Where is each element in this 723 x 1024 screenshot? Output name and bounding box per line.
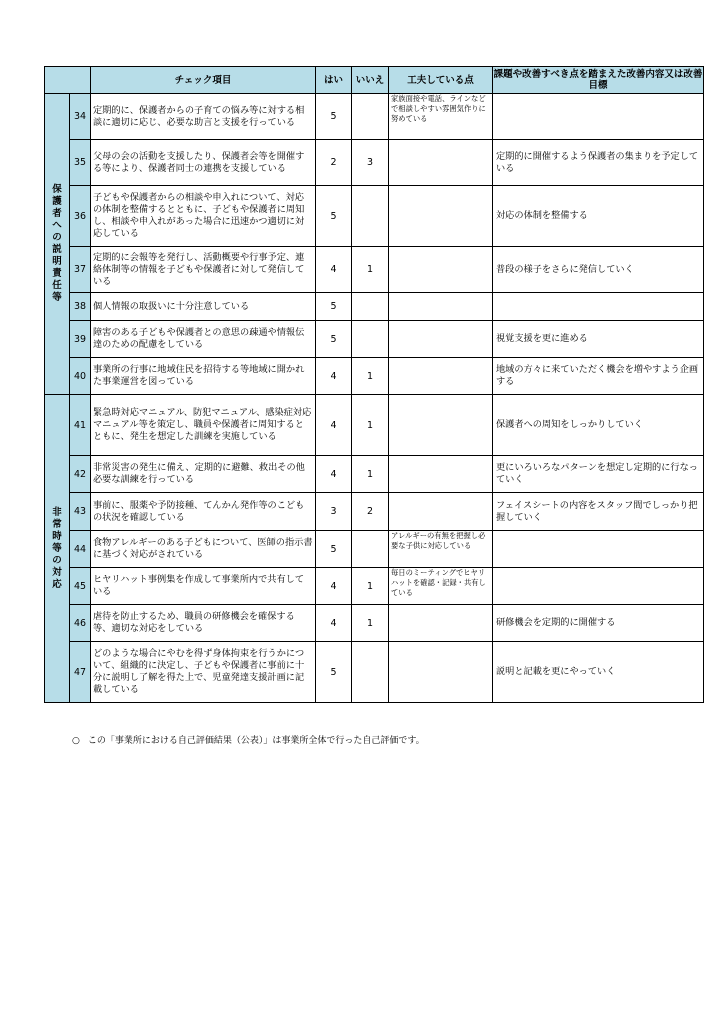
table-row <box>45 568 704 605</box>
yes-count: 4 <box>316 456 352 493</box>
kaizen-text: フェイスシートの内容をスタッフ間でしっかり把握していく <box>493 493 704 531</box>
check-item-text: どのような場合にやむを得ず身体拘束を行うかについて、組織的に決定し、子どもや保護者に事前に十分に説明し了解を得た上で、児童発達支援計画に記載している <box>91 642 316 703</box>
kaizen-text: 地域の方々に来ていただく機会を増やすよう企画する <box>493 358 704 395</box>
check-item-text: 個人情報の取扱いに十分注意している <box>91 293 316 321</box>
table-row <box>45 247 704 293</box>
check-item-text: 事前に、服薬や予防接種、てんかん発作等のこどもの状況を確認している <box>91 493 316 531</box>
row-number: 36 <box>70 186 91 247</box>
yes-count: 5 <box>316 531 352 568</box>
kaizen-text <box>493 293 704 321</box>
footnote-text: この「事業所における自己評価結果（公表）」は事業所全体で行った自己評価です。 <box>87 736 425 746</box>
yes-count: 4 <box>316 358 352 395</box>
yes-count: 4 <box>316 395 352 456</box>
kaizen-text: 更にいろいろなパターンを想定し定期的に行なっていく <box>493 456 704 493</box>
yes-count: 2 <box>316 140 352 186</box>
yes-count: 5 <box>316 94 352 140</box>
kaizen-text: 説明と記載を更にやっていく <box>493 642 704 703</box>
header-no: いいえ <box>352 67 389 94</box>
kaizen-text: 対応の体制を整備する <box>493 186 704 247</box>
category-cell <box>45 94 70 395</box>
yes-count: 5 <box>316 642 352 703</box>
check-item-text: 非常災害の発生に備え、定期的に避難、救出その他必要な訓練を行っている <box>91 456 316 493</box>
table-row <box>45 94 704 140</box>
table-row <box>45 456 704 493</box>
kaizen-text <box>493 531 704 568</box>
row-number: 46 <box>70 605 91 642</box>
header-check-item: チェック項目 <box>91 67 316 94</box>
no-count: 2 <box>352 493 389 531</box>
no-count <box>352 321 389 358</box>
footnote <box>72 735 425 747</box>
category-label: 保護者への説明責任等 <box>52 184 62 303</box>
kufu-text <box>389 605 493 642</box>
row-number: 43 <box>70 493 91 531</box>
table-row <box>45 642 704 703</box>
header-row <box>45 67 704 94</box>
check-item-text: 虐待を防止するため、職員の研修機会を確保する等、適切な対応をしている <box>91 605 316 642</box>
check-item-text: 子どもや保護者からの相談や申入れについて、対応の体制を整備するとともに、子どもや保護者に周知し、相談や申入れがあった場合に迅速かつ適切に対応している <box>91 186 316 247</box>
no-count <box>352 94 389 140</box>
table-row <box>45 605 704 642</box>
check-item-text: 父母の会の活動を支援したり、保護者会等を開催する等により、保護者同士の連携を支援している <box>91 140 316 186</box>
check-item-text: 定期的に会報等を発行し、活動概要や行事予定、連絡体制等の情報を子どもや保護者に対して発信している <box>91 247 316 293</box>
kaizen-text: 普段の様子をさらに発信していく <box>493 247 704 293</box>
yes-count: 4 <box>316 568 352 605</box>
kaizen-text: 保護者への周知をしっかりしていく <box>493 395 704 456</box>
table-row <box>45 140 704 186</box>
kufu-text <box>389 395 493 456</box>
check-item-text: 緊急時対応マニュアル、防犯マニュアル、感染症対応マニュアル等を策定し、職員や保護者に周知するとともに、発生を想定した訓練を実施している <box>91 395 316 456</box>
no-count: 1 <box>352 395 389 456</box>
table-row <box>45 358 704 395</box>
no-count <box>352 531 389 568</box>
no-count <box>352 293 389 321</box>
kaizen-text: 視覚支援を更に進める <box>493 321 704 358</box>
table-row <box>45 493 704 531</box>
no-count: 1 <box>352 605 389 642</box>
yes-count: 4 <box>316 605 352 642</box>
table-row <box>45 293 704 321</box>
kufu-text: アレルギーの有無を把握し必要な子供に対応している <box>389 531 493 568</box>
kufu-text: 毎日のミーティングでヒヤリハットを確認・記録・共有している <box>389 568 493 605</box>
category-cell <box>45 395 70 703</box>
kaizen-text <box>493 94 704 140</box>
header-yes: はい <box>316 67 352 94</box>
no-count: 3 <box>352 140 389 186</box>
kufu-text <box>389 321 493 358</box>
table-row <box>45 321 704 358</box>
row-number: 38 <box>70 293 91 321</box>
circle-bullet-icon: ○ <box>72 736 80 746</box>
row-number: 47 <box>70 642 91 703</box>
kaizen-text: 定期的に開催するよう保護者の集まりを予定している <box>493 140 704 186</box>
check-item-text: 事業所の行事に地域住民を招待する等地域に開かれた事業運営を図っている <box>91 358 316 395</box>
yes-count: 3 <box>316 493 352 531</box>
yes-count: 4 <box>316 247 352 293</box>
kufu-text <box>389 293 493 321</box>
kufu-text <box>389 358 493 395</box>
no-count: 1 <box>352 247 389 293</box>
row-number: 37 <box>70 247 91 293</box>
kufu-text <box>389 642 493 703</box>
category-label: 非常時等の対応 <box>52 506 62 590</box>
table-row <box>45 395 704 456</box>
row-number: 41 <box>70 395 91 456</box>
no-count: 1 <box>352 456 389 493</box>
no-count: 1 <box>352 358 389 395</box>
header-blank <box>45 67 91 94</box>
kufu-text <box>389 493 493 531</box>
row-number: 45 <box>70 568 91 605</box>
row-number: 34 <box>70 94 91 140</box>
no-count <box>352 186 389 247</box>
kufu-text <box>389 247 493 293</box>
kufu-text: 家族面接や電話、ラインなどで相談しやすい雰囲気作りに努めている <box>389 94 493 140</box>
header-kufu: 工夫している点 <box>389 67 493 94</box>
check-item-text: 食物アレルギーのある子どもについて、医師の指示書に基づく対応がされている <box>91 531 316 568</box>
table-row <box>45 186 704 247</box>
row-number: 40 <box>70 358 91 395</box>
yes-count: 5 <box>316 293 352 321</box>
row-number: 42 <box>70 456 91 493</box>
kaizen-text: 研修機会を定期的に開催する <box>493 605 704 642</box>
header-kaizen: 課題や改善すべき点を踏まえた改善内容又は改善目標 <box>493 67 704 94</box>
kaizen-text <box>493 568 704 605</box>
yes-count: 5 <box>316 321 352 358</box>
no-count <box>352 642 389 703</box>
no-count: 1 <box>352 568 389 605</box>
row-number: 44 <box>70 531 91 568</box>
table-row <box>45 531 704 568</box>
kufu-text <box>389 186 493 247</box>
kufu-text <box>389 140 493 186</box>
row-number: 35 <box>70 140 91 186</box>
kufu-text <box>389 456 493 493</box>
check-item-text: ヒヤリハット事例集を作成して事業所内で共有している <box>91 568 316 605</box>
self-evaluation-table <box>44 66 704 703</box>
row-number: 39 <box>70 321 91 358</box>
check-item-text: 定期的に、保護者からの子育ての悩み等に対する相談に適切に応じ、必要な助言と支援を行っている <box>91 94 316 140</box>
check-item-text: 障害のある子どもや保護者との意思の疎通や情報伝達のための配慮をしている <box>91 321 316 358</box>
yes-count: 5 <box>316 186 352 247</box>
